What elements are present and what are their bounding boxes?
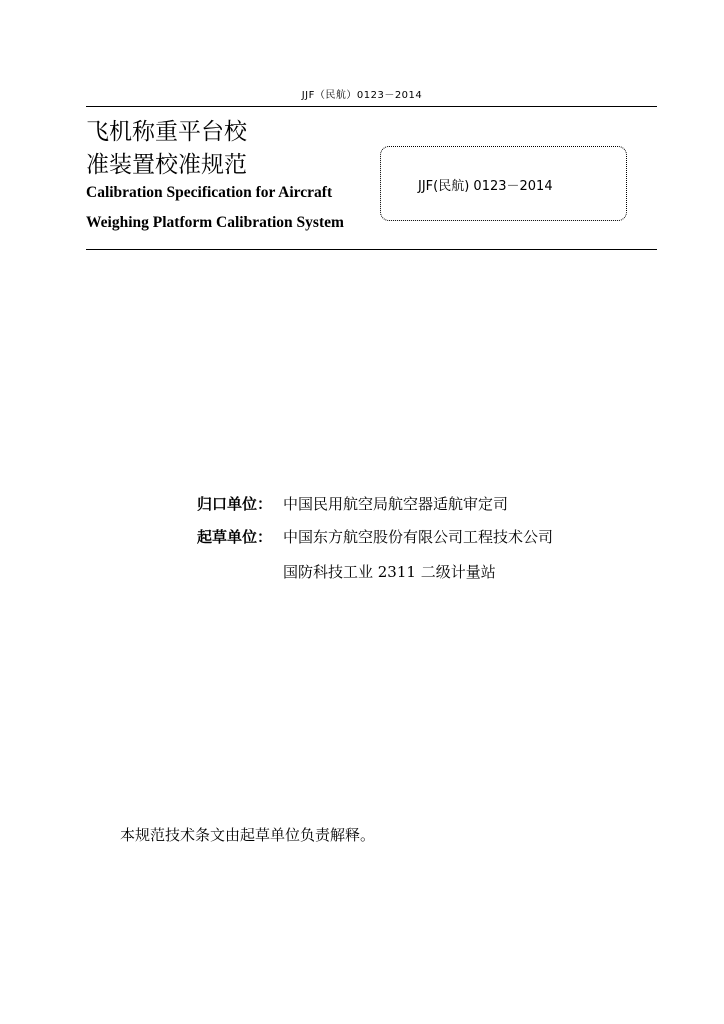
drafting-unit-row-2 bbox=[197, 562, 496, 582]
drafting-unit-row bbox=[197, 527, 553, 547]
specification-code: JJF(民航) 0123－2014 bbox=[418, 179, 553, 194]
title-chinese-line-1: 飞机称重平台校 bbox=[86, 119, 247, 145]
interpretation-note: 本规范技术条文由起草单位负责解释。 bbox=[120, 826, 376, 844]
drafting-unit-label: 起草单位： bbox=[197, 528, 273, 546]
responsible-unit-value: 中国民用航空局航空器适航审定司 bbox=[283, 495, 509, 513]
running-header-code: JJF（民航）0123－2014 bbox=[301, 90, 423, 101]
specification-code-box bbox=[380, 146, 627, 221]
title-english-line-2: Weighing Platform Calibration System bbox=[86, 214, 344, 231]
title-english-line-1: Calibration Specification for Aircraft bbox=[86, 184, 333, 201]
drafting-unit-value-1: 中国东方航空股份有限公司工程技术公司 bbox=[283, 528, 554, 546]
responsible-unit-label: 归口单位： bbox=[197, 495, 273, 513]
responsible-unit-row bbox=[197, 494, 508, 514]
header-rule bbox=[86, 106, 657, 107]
title-chinese-line-2: 准装置校准规范 bbox=[86, 152, 247, 178]
drafting-unit-value-2: 国防科技工业 2311 二级计量站 bbox=[283, 563, 496, 581]
title-rule bbox=[86, 249, 657, 250]
